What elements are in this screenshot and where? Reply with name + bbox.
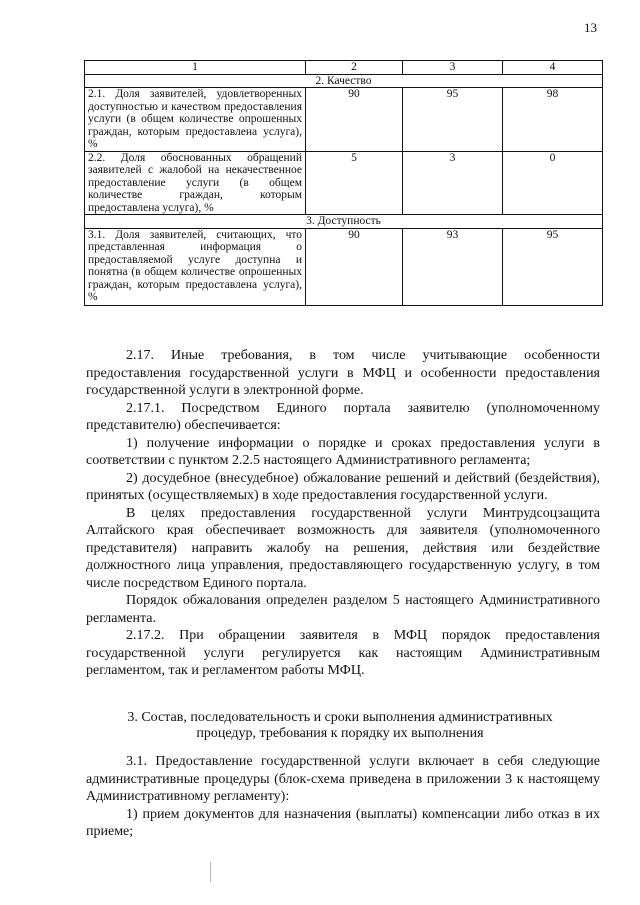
paragraph: 2.17.1. Посредством Единого портала заявителю (уполномоченному представителю) обеспечивается: xyxy=(86,400,600,433)
table-cell-value: 90 xyxy=(306,88,403,152)
section-heading: 3. Состав, последовательность и сроки выполнения административных процедур, требования к порядку их выполнения xyxy=(127,710,553,741)
indicators-table xyxy=(84,60,603,306)
table-cell-value: 90 xyxy=(306,228,403,305)
table-section-title: 3. Доступность xyxy=(85,215,603,229)
table-row xyxy=(85,88,603,152)
paragraph: 2.17.2. При обращении заявителя в МФЦ порядок предоставления государственной услуги регулируется как настоящим Административным регламентом, так и регламентом работы МФЦ. xyxy=(86,628,600,678)
table-header-row xyxy=(85,61,603,75)
table-cell-value: 3 xyxy=(403,151,503,215)
body-text-block xyxy=(86,347,600,680)
table-cell-description: 2.1. Доля заявителей, удовлетворенных доступностью и качеством предоставления услуги (в общем количестве опрошенных граждан, которым предоставлена услуга), % xyxy=(85,88,306,152)
table-header-cell: 2 xyxy=(306,61,403,75)
table-header-cell: 1 xyxy=(85,61,306,75)
table-row xyxy=(85,151,603,215)
table-row xyxy=(85,228,603,305)
page-number: 13 xyxy=(584,20,597,35)
paragraph: В целях предоставления государственной услуги Минтрудсоцзащита Алтайского края обеспечивает возможность для заявителя (уполномоченного представителя) направить жалобу на решения, действия или бездействие должностного лица управления, предоставляющего государственную услугу, в том числе посредством Единого портала. xyxy=(86,505,600,591)
table-cell-value: 95 xyxy=(503,228,603,305)
paragraph: Порядок обжалования определен разделом 5 настоящего Административного регламента. xyxy=(86,593,600,626)
table-cell-description: 2.2. Доля обоснованных обращений заявителей с жалобой на некачественное предоставление услуги (в общем количестве граждан, которым предоставлена услуга), % xyxy=(85,151,306,215)
scan-artifact xyxy=(210,862,211,882)
table-section-row xyxy=(85,74,603,88)
paragraph: 3.1. Предоставление государственной услуги включает в себя следующие административные процедуры (блок-схема приведена в приложении 3 к настоящему Административному регламенту): xyxy=(86,754,600,804)
paragraph: 2.17. Иные требования, в том числе учитывающие особенности предоставления государственной услуги в МФЦ и особенности предоставления государственной услуги в электронной форме. xyxy=(86,348,600,398)
paragraph: 1) прием документов для назначения (выплаты) компенсации либо отказ в их приеме; xyxy=(86,806,600,839)
table-cell-value: 93 xyxy=(403,228,503,305)
table-cell-value: 5 xyxy=(306,151,403,215)
paragraph: 1) получение информации о порядке и сроках предоставления услуги в соответствии с пунктом 2.2.5 настоящего Административного регламента; xyxy=(86,435,600,468)
table-cell-description: 3.1. Доля заявителей, считающих, что представленная информация о предоставляемой услуге доступна и понятна (в общем количестве опрошенных граждан, которым предоставлена услуга), % xyxy=(85,228,306,305)
table-section-row xyxy=(85,215,603,229)
table-cell-value: 0 xyxy=(503,151,603,215)
table-section-title: 2. Качество xyxy=(85,74,603,88)
paragraph: 2) досудебное (внесудебное) обжалование решений и действий (бездействия), принятых (осуществляемых) в ходе предоставления государственной услуги. xyxy=(86,470,600,503)
table-header-cell: 4 xyxy=(503,61,603,75)
table-cell-value: 98 xyxy=(503,88,603,152)
table-header-cell: 3 xyxy=(403,61,503,75)
table-cell-value: 95 xyxy=(403,88,503,152)
body-text-block xyxy=(86,753,600,841)
